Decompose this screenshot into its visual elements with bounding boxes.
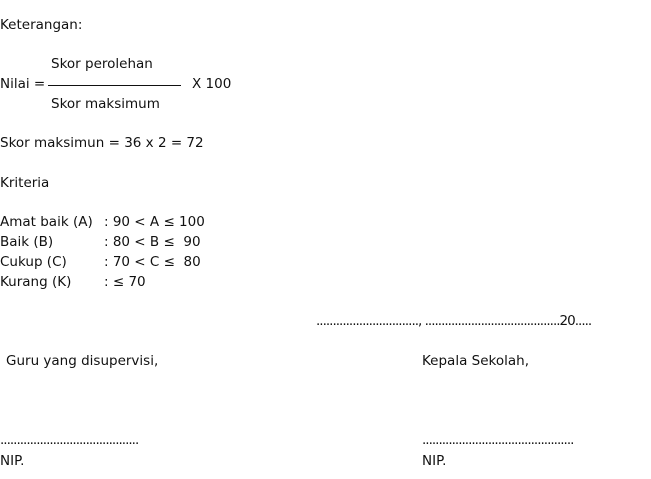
signature-right-nip: NIP. — [422, 453, 447, 469]
kriteria-range-amat-baik: : 90 < A ≤ 100 — [104, 214, 205, 230]
place-date-line: ..............................., .........................................20..... — [316, 313, 592, 329]
fraction-bar — [48, 85, 181, 86]
kriteria-range-cukup: : 70 < C ≤ 80 — [104, 254, 201, 270]
skor-maksimum-line: Skor maksimun = 36 x 2 = 72 — [0, 135, 204, 151]
formula-lhs: Nilai = — [0, 76, 46, 92]
formula-denominator: Skor maksimum — [51, 96, 160, 112]
kriteria-label-cukup: Cukup (C) — [0, 254, 67, 270]
signature-left-line: .......................................... — [0, 432, 139, 448]
kriteria-label-amat-baik: Amat baik (A) — [0, 214, 93, 230]
kriteria-range-baik: : 80 < B ≤ 90 — [104, 234, 201, 250]
signature-left-nip: NIP. — [0, 453, 25, 469]
kriteria-range-kurang: : ≤ 70 — [104, 274, 146, 290]
formula-numerator: Skor perolehan — [51, 56, 153, 72]
keterangan-label: Keterangan: — [0, 17, 83, 33]
signature-left-role: Guru yang disupervisi, — [6, 353, 159, 369]
formula-multiplier: X 100 — [192, 76, 232, 92]
signature-right-role: Kepala Sekolah, — [422, 353, 529, 369]
kriteria-title: Kriteria — [0, 175, 50, 191]
signature-right-line: .............................................. — [422, 432, 574, 448]
kriteria-label-baik: Baik (B) — [0, 234, 54, 250]
kriteria-label-kurang: Kurang (K) — [0, 274, 72, 290]
